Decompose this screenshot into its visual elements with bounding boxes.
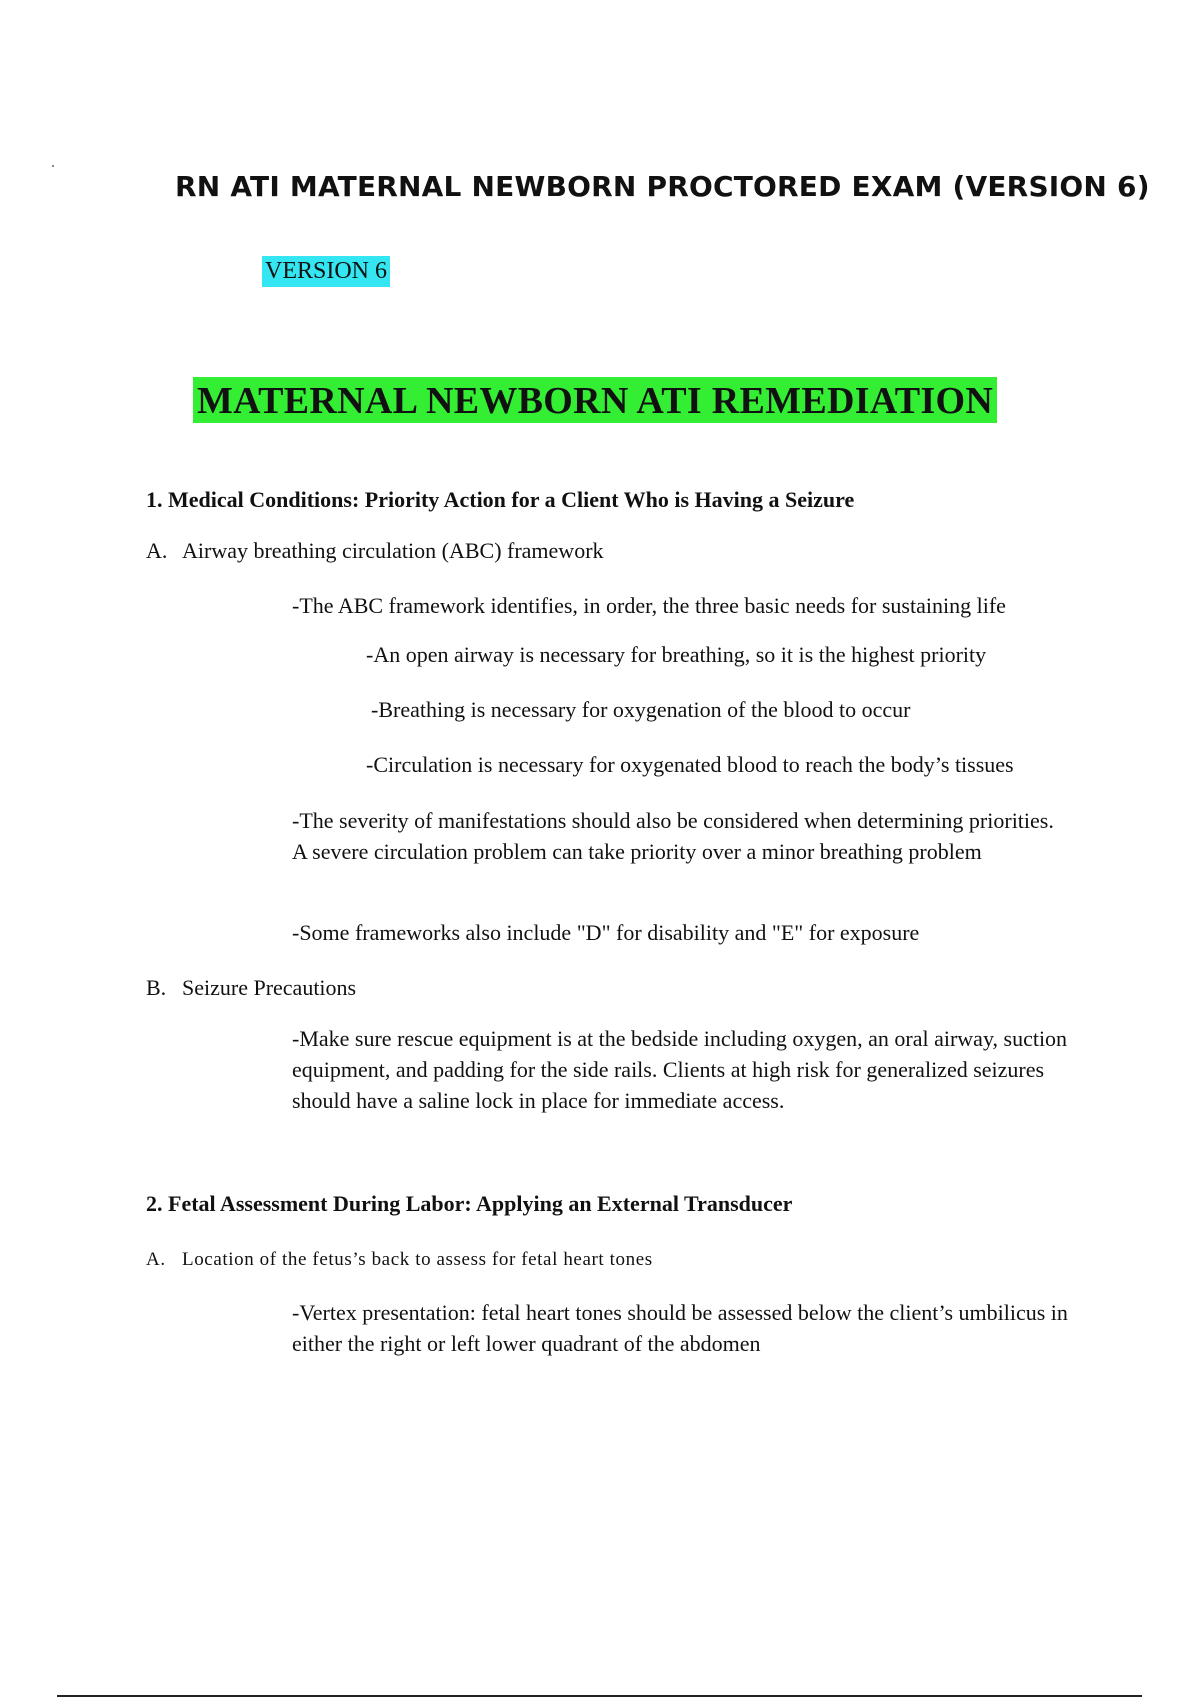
section-2-item-a bbox=[146, 1249, 653, 1271]
item-label: Airway breathing circulation (ABC) framework bbox=[182, 538, 604, 563]
seizure-precautions-paragraph: -Make sure rescue equipment is at the bedside including oxygen, an oral airway, suction equipment, and padding for the side rails. Clients at high risk for generalized seizures should have a saline lock in place for immediate access. bbox=[292, 1026, 1068, 1113]
abc-paragraph-5: -The severity of manifestations should also be considered when determining priorities. A severe circulation problem can take priority over a minor breathing problem bbox=[292, 808, 1054, 864]
section-1-item-a bbox=[146, 538, 604, 564]
section-2-heading: 2. Fetal Assessment During Labor: Applying an External Transducer bbox=[146, 1191, 793, 1216]
abc-paragraph-4: -Circulation is necessary for oxygenated blood to reach the body’s tissues bbox=[366, 752, 1014, 777]
footer-divider bbox=[57, 1695, 1142, 1697]
abc-paragraph-6: -Some frameworks also include "D" for disability and "E" for exposure bbox=[292, 920, 920, 945]
section-1-item-b bbox=[146, 975, 356, 1001]
vertex-presentation-paragraph: -Vertex presentation: fetal heart tones should be assessed below the client’s umbilicus in either the right or left lower quadrant of the abdomen bbox=[292, 1300, 1068, 1356]
version-label: VERSION 6 bbox=[262, 256, 390, 287]
document-title: RN ATI MATERNAL NEWBORN PROCTORED EXAM (VERSION 6) bbox=[175, 170, 1150, 203]
item-letter: B. bbox=[146, 975, 167, 1000]
item-letter: A. bbox=[146, 1249, 166, 1270]
remediation-banner: MATERNAL NEWBORN ATI REMEDIATION bbox=[193, 377, 997, 423]
item-letter: A. bbox=[146, 538, 168, 563]
item-label: Location of the fetus’s back to assess for fetal heart tones bbox=[182, 1249, 653, 1270]
item-label: Seizure Precautions bbox=[182, 975, 357, 1000]
abc-paragraph-3: -Breathing is necessary for oxygenation of the blood to occur bbox=[371, 697, 911, 722]
scan-speck bbox=[52, 165, 54, 167]
abc-paragraph-1: -The ABC framework identifies, in order, the three basic needs for sustaining life bbox=[292, 593, 1006, 618]
abc-paragraph-2: -An open airway is necessary for breathing, so it is the highest priority bbox=[366, 642, 987, 667]
section-1-heading: 1. Medical Conditions: Priority Action for a Client Who is Having a Seizure bbox=[146, 487, 855, 512]
